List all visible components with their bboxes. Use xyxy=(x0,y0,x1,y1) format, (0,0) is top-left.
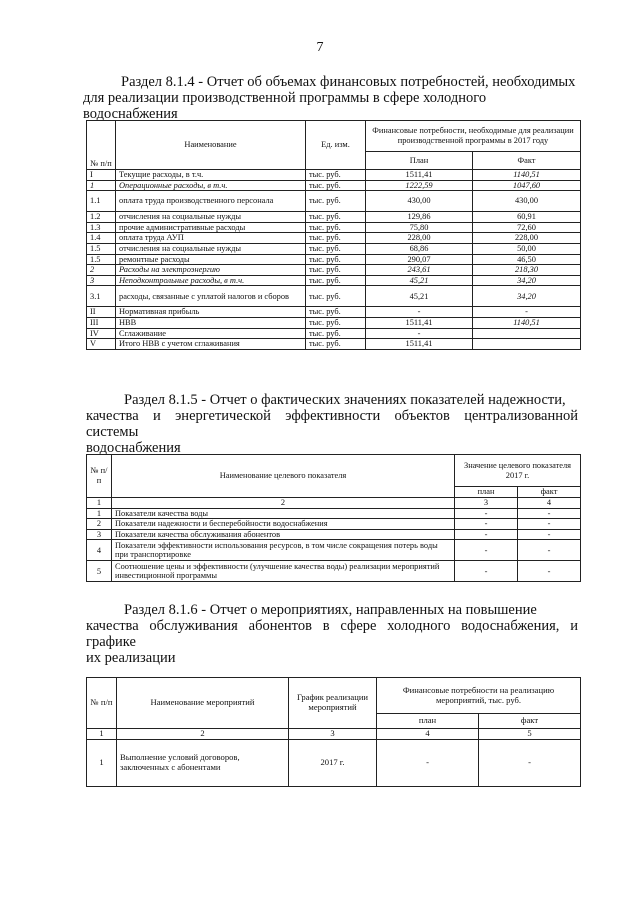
row-plan: 228,00 xyxy=(366,233,473,244)
col-header-name: Наименование xyxy=(116,121,306,170)
row-num: 3.1 xyxy=(87,286,116,307)
row-num: 1.5 xyxy=(87,243,116,254)
heading-line: для реализации производственной программы в сфере холодного водоснабжения xyxy=(83,90,487,122)
row-fact xyxy=(473,339,581,350)
col-header-schedule: График реализации мероприятий xyxy=(289,678,377,729)
column-numbers-row xyxy=(87,729,581,740)
row-plan: - xyxy=(455,540,518,561)
row-plan: 1511,41 xyxy=(366,339,473,350)
row-fact: 50,00 xyxy=(473,243,581,254)
row-num: 1.2 xyxy=(87,212,116,223)
row-plan: 129,86 xyxy=(366,212,473,223)
row-name: оплата труда АУП xyxy=(116,233,306,244)
row-unit: тыс. руб. xyxy=(306,222,366,233)
row-num: 1.3 xyxy=(87,222,116,233)
col-header-plan: план xyxy=(455,487,518,498)
table-row xyxy=(87,170,581,181)
column-number: 3 xyxy=(455,498,518,509)
row-name: расходы, связанные с уплатой налогов и сборов xyxy=(116,286,306,307)
row-name: Нормативная прибыль xyxy=(116,307,306,318)
row-plan: - xyxy=(455,519,518,530)
row-num: I xyxy=(87,170,116,181)
col-header-num: № п/п xyxy=(87,455,112,498)
table-row xyxy=(87,317,581,328)
row-name: Соотношение цены и эффективности (улучшение качества воды) реализации мероприятий инвестиционной программы xyxy=(112,561,455,582)
table-row xyxy=(87,540,581,561)
table-row xyxy=(87,508,581,519)
row-num: V xyxy=(87,339,116,350)
table-row xyxy=(87,561,581,582)
row-plan: 430,00 xyxy=(366,191,473,212)
row-plan: 290,07 xyxy=(366,254,473,265)
table-row xyxy=(87,519,581,530)
row-name: Показатели эффективности использования ресурсов, в том числе сокращения потерь воды при транспортировке xyxy=(112,540,455,561)
row-fact: 60,91 xyxy=(473,212,581,223)
row-plan: - xyxy=(455,561,518,582)
row-unit: тыс. руб. xyxy=(306,180,366,191)
col-header-value: Значение целевого показателя 2017 г. xyxy=(455,455,581,487)
table-row xyxy=(87,180,581,191)
col-header-fact: факт xyxy=(518,487,581,498)
row-name: Сглаживание xyxy=(116,328,306,339)
row-name: Итого НВВ с учетом сглаживания xyxy=(116,339,306,350)
table-row xyxy=(87,243,581,254)
row-plan: 45,21 xyxy=(366,286,473,307)
table-row xyxy=(87,191,581,212)
row-num: 1.1 xyxy=(87,191,116,212)
row-num: 4 xyxy=(87,540,112,561)
column-number: 3 xyxy=(289,729,377,740)
column-number: 2 xyxy=(112,498,455,509)
row-fact: - xyxy=(518,508,581,519)
row-num: 2 xyxy=(87,519,112,530)
table-row xyxy=(87,307,581,318)
row-num: 1.4 xyxy=(87,233,116,244)
row-num: 1 xyxy=(87,739,117,786)
col-header-fact: факт xyxy=(479,714,581,729)
row-num: IV xyxy=(87,328,116,339)
row-plan: 68,86 xyxy=(366,243,473,254)
row-plan: 45,21 xyxy=(366,275,473,286)
row-num: 2 xyxy=(87,265,116,276)
column-numbers-row xyxy=(87,498,581,509)
row-fact: - xyxy=(518,561,581,582)
row-unit: тыс. руб. xyxy=(306,328,366,339)
row-name: ремонтные расходы xyxy=(116,254,306,265)
row-unit: тыс. руб. xyxy=(306,307,366,318)
table-row xyxy=(87,328,581,339)
measures-table xyxy=(86,677,581,787)
row-fact: 72,60 xyxy=(473,222,581,233)
row-fact: 1047,60 xyxy=(473,180,581,191)
table-row xyxy=(87,275,581,286)
row-num: 1 xyxy=(87,180,116,191)
col-header-name: Наименование целевого показателя xyxy=(112,455,455,498)
row-fact xyxy=(473,328,581,339)
col-header-num: № п/п xyxy=(87,678,117,729)
row-name: прочие административные расходы xyxy=(116,222,306,233)
row-plan: - xyxy=(366,328,473,339)
row-name: НВВ xyxy=(116,317,306,328)
row-plan: - xyxy=(455,529,518,540)
row-num: 3 xyxy=(87,529,112,540)
heading-line: Раздел 8.1.5 - Отчет о фактических значениях показателей надежности, xyxy=(124,392,566,408)
column-number: 2 xyxy=(117,729,289,740)
heading-line: качества обслуживания абонентов в сфере холодного водоснабжения, и графике xyxy=(86,618,578,650)
column-number: 1 xyxy=(87,498,112,509)
col-header-unit: Ед. изм. xyxy=(306,121,366,170)
row-unit: тыс. руб. xyxy=(306,170,366,181)
finance-needs-table xyxy=(86,120,581,350)
indicators-table xyxy=(86,454,581,582)
heading-line: качества и энергетической эффективности объектов централизованной системы xyxy=(86,408,578,440)
col-header-name: Наименование мероприятий xyxy=(117,678,289,729)
row-fact: 34,20 xyxy=(473,286,581,307)
row-unit: тыс. руб. xyxy=(306,265,366,276)
row-fact: 228,00 xyxy=(473,233,581,244)
section-815-heading xyxy=(86,392,578,456)
row-name: отчисления на социальные нужды xyxy=(116,212,306,223)
row-fact: - xyxy=(518,529,581,540)
row-num: III xyxy=(87,317,116,328)
row-name: Показатели качества обслуживания абонентов xyxy=(112,529,455,540)
row-name: Показатели надежности и бесперебойности водоснабжения xyxy=(112,519,455,530)
col-header-finance: Финансовые потребности на реализацию мероприятий, тыс. руб. xyxy=(377,678,581,714)
row-fact: 430,00 xyxy=(473,191,581,212)
table-row xyxy=(87,265,581,276)
column-number: 1 xyxy=(87,729,117,740)
row-name: оплата труда производственного персонала xyxy=(116,191,306,212)
row-name: Расходы на электроэнергию xyxy=(116,265,306,276)
col-header-num: № п/п xyxy=(87,121,116,170)
row-name: отчисления на социальные нужды xyxy=(116,243,306,254)
row-plan: - xyxy=(455,508,518,519)
table-row xyxy=(87,739,581,786)
row-num: 3 xyxy=(87,275,116,286)
row-unit: тыс. руб. xyxy=(306,191,366,212)
row-name: Неподконтрольные расходы, в т.ч. xyxy=(116,275,306,286)
row-unit: тыс. руб. xyxy=(306,243,366,254)
row-fact: - xyxy=(473,307,581,318)
heading-line: водоснабжения xyxy=(86,440,181,456)
row-plan: 243,61 xyxy=(366,265,473,276)
row-unit: тыс. руб. xyxy=(306,339,366,350)
row-plan: - xyxy=(377,739,479,786)
row-num: 1 xyxy=(87,508,112,519)
row-fact: 34,20 xyxy=(473,275,581,286)
table-row xyxy=(87,233,581,244)
row-plan: - xyxy=(366,307,473,318)
row-num: II xyxy=(87,307,116,318)
row-name: Операционные расходы, в т.ч. xyxy=(116,180,306,191)
section-814-heading xyxy=(83,74,583,122)
heading-line: их реализации xyxy=(86,650,176,666)
section-816-heading xyxy=(86,602,578,666)
row-num: 1.5 xyxy=(87,254,116,265)
row-fact: - xyxy=(479,739,581,786)
row-plan: 75,80 xyxy=(366,222,473,233)
heading-line: Раздел 8.1.6 - Отчет о мероприятиях, направленных на повышение xyxy=(124,602,537,618)
row-unit: тыс. руб. xyxy=(306,233,366,244)
column-number: 4 xyxy=(518,498,581,509)
row-plan: 1511,41 xyxy=(366,317,473,328)
row-plan: 1511,41 xyxy=(366,170,473,181)
col-header-plan: план xyxy=(377,714,479,729)
column-number: 4 xyxy=(377,729,479,740)
row-name: Показатели качества воды xyxy=(112,508,455,519)
col-header-finance: Финансовые потребности, необходимые для реализации производственной программы в 2017 году xyxy=(366,121,581,152)
heading-line: Раздел 8.1.4 - Отчет об объемах финансовых потребностей, необходимых xyxy=(121,74,576,90)
table-row xyxy=(87,222,581,233)
col-header-plan: План xyxy=(366,152,473,170)
row-fact: - xyxy=(518,519,581,530)
row-name: Выполнение условий договоров, заключенных с абонентами xyxy=(117,739,289,786)
column-number: 5 xyxy=(479,729,581,740)
page-number: 7 xyxy=(316,40,324,55)
row-unit: тыс. руб. xyxy=(306,317,366,328)
row-fact: - xyxy=(518,540,581,561)
row-unit: тыс. руб. xyxy=(306,286,366,307)
row-fact: 1140,51 xyxy=(473,317,581,328)
row-unit: тыс. руб. xyxy=(306,275,366,286)
col-header-fact: Факт xyxy=(473,152,581,170)
row-plan: 1222,59 xyxy=(366,180,473,191)
row-unit: тыс. руб. xyxy=(306,254,366,265)
row-fact: 1140,51 xyxy=(473,170,581,181)
table-row xyxy=(87,254,581,265)
row-fact: 218,30 xyxy=(473,265,581,276)
table-row xyxy=(87,212,581,223)
row-name: Текущие расходы, в т.ч. xyxy=(116,170,306,181)
row-num: 5 xyxy=(87,561,112,582)
table-row xyxy=(87,529,581,540)
table-row xyxy=(87,286,581,307)
row-schedule: 2017 г. xyxy=(289,739,377,786)
row-unit: тыс. руб. xyxy=(306,212,366,223)
table-row xyxy=(87,339,581,350)
row-fact: 46,50 xyxy=(473,254,581,265)
